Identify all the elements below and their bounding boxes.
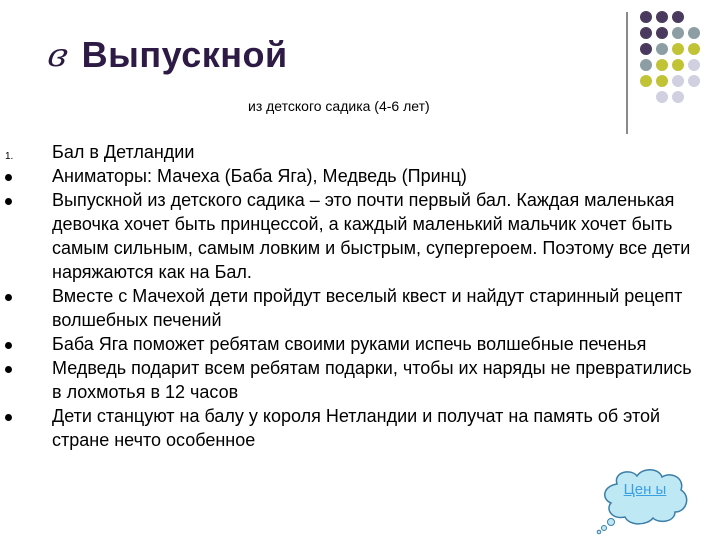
content-list (0, 140, 720, 452)
list-item (0, 284, 697, 332)
list-item-text: Вместе с Мачехой дети пройдут веселый квест и найдут старинный рецепт волшебных печений (52, 286, 683, 330)
dot-purple (640, 11, 652, 23)
dot-olive (688, 43, 700, 55)
dot-gray (688, 27, 700, 39)
list-number: 1. (5, 151, 14, 162)
list-item (0, 332, 697, 356)
dot-olive (656, 75, 668, 87)
list-item (0, 188, 697, 284)
dot-olive (656, 59, 668, 71)
list-item-text: Бал в Детландии (52, 142, 195, 162)
dot-olive (672, 59, 684, 71)
dot-olive (672, 43, 684, 55)
dot-purple (656, 27, 668, 39)
dot-lavender (656, 91, 668, 103)
cloud-shape-icon (595, 466, 695, 536)
decorative-dot-grid (640, 11, 710, 111)
list-item-text: Баба Яга поможет ребятам своими руками испечь волшебные печенья (52, 334, 647, 354)
dot-gray (656, 43, 668, 55)
dot-lavender (688, 75, 700, 87)
list-item (0, 164, 697, 188)
prices-link[interactable]: Цен ы (623, 481, 667, 498)
dot-purple (640, 27, 652, 39)
dot-purple (640, 43, 652, 55)
list-item-text: Медведь подарит всем ребятам подарки, чтобы их наряды не превратились в лохмотья в 12 часов (52, 358, 692, 402)
slide-subtitle: из детского садика (4-6 лет) (248, 98, 430, 114)
divider-line (626, 12, 628, 134)
decorative-glyph-icon: ɞ (45, 36, 71, 74)
dot-lavender (688, 59, 700, 71)
dot-lavender (672, 75, 684, 87)
list-item-text: Аниматоры: Мачеха (Баба Яга), Медведь (Принц) (52, 166, 467, 186)
list-item (0, 140, 697, 164)
slide-title: Выпускной (81, 34, 288, 75)
dot-purple (656, 11, 668, 23)
list-item (0, 356, 697, 404)
title-bar (45, 30, 288, 80)
dot-lavender (672, 91, 684, 103)
list-item-text: Дети станцуют на балу у короля Нетландии и получат на память об этой стране нечто особенное (52, 406, 661, 450)
dot-purple (672, 11, 684, 23)
dot-gray (672, 27, 684, 39)
prices-callout[interactable] (595, 466, 695, 536)
list-item-text: Выпускной из детского садика – это почти первый бал. Каждая маленькая девочка хочет быть принцессой, а каждый маленький мальчик хочет быть самым сильным, самым ловким и быстрым, супергероем. Поэтому все дети наряжаются как на Бал. (52, 190, 691, 282)
list-item (0, 404, 697, 452)
dot-gray (640, 59, 652, 71)
dot-olive (640, 75, 652, 87)
